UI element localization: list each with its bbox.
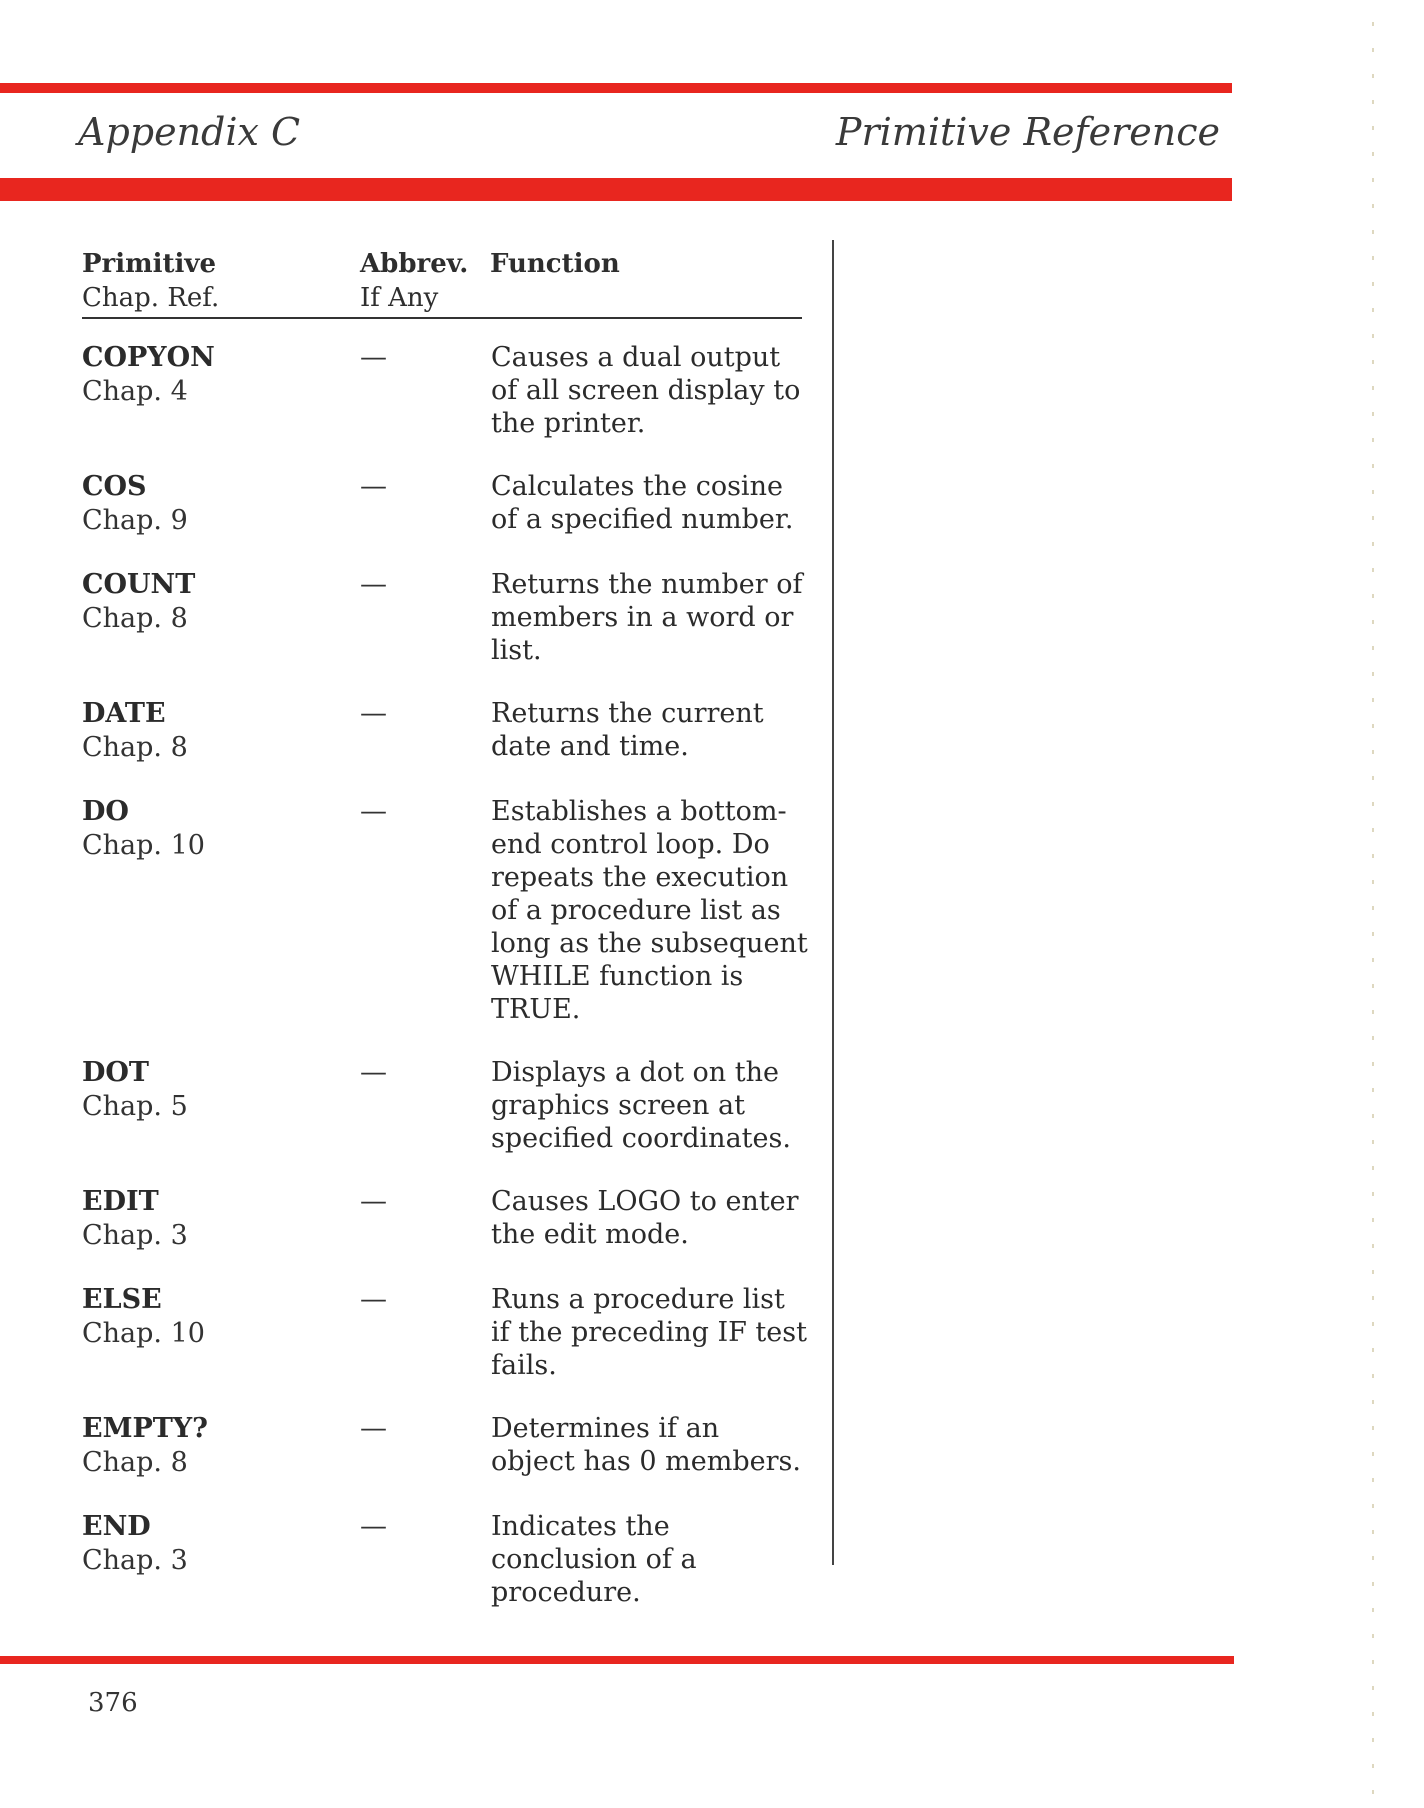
table-row [82,1412,802,1480]
function-cell: Displays a dot on the graphics screen at specified coordinates. [491,1057,791,1154]
chapter-ref: Chap. 8 [82,1447,188,1478]
abbrev-cell: — [360,698,387,729]
function-cell: Calculates the cosine of a specified number. [491,471,794,535]
abbrev-cell: — [360,1511,387,1542]
primitive-cell [82,1283,342,1351]
chapter-ref: Chap. 3 [82,1220,188,1251]
abbrev-cell: — [360,471,387,502]
chapter-ref: Chap. 5 [82,1091,188,1122]
primitive-table [82,247,808,1639]
primitive-cell [82,470,342,538]
function-cell: Determines if an object has 0 members. [491,1413,801,1477]
primitive-name: DO [82,796,129,827]
function-cell: Causes a dual output of all screen display to the printer. [491,342,801,439]
primitive-name: DOT [82,1057,150,1088]
abbrev-cell: — [360,1186,387,1217]
table-row [82,1283,807,1382]
section-title: Primitive Reference [835,110,1220,154]
footer-red-band [0,1656,1234,1664]
chapter-ref: Chap. 10 [82,830,205,861]
table-row [82,1185,802,1253]
table-row [82,470,802,538]
primitive-name: EMPTY? [82,1413,208,1444]
chapter-ref: Chap. 4 [82,376,188,407]
table-row [82,795,808,1026]
primitive-name: EDIT [82,1186,159,1217]
header-chap-ref: Chap. Ref. [82,283,220,313]
table-row [82,1056,802,1155]
header-abbrev [360,247,468,315]
primitive-cell [82,568,342,636]
primitive-cell [82,1056,342,1124]
abbrev-cell: — [360,1413,387,1444]
chapter-ref: Chap. 3 [82,1545,188,1576]
primitive-name: END [82,1511,151,1542]
primitive-name: DATE [82,698,166,729]
primitive-name: COPYON [82,342,215,373]
abbrev-cell: — [360,796,387,827]
table-row [82,697,802,765]
primitive-cell [82,795,342,863]
abbrev-cell: — [360,1284,387,1315]
primitive-cell [82,1412,342,1480]
chapter-ref: Chap. 8 [82,732,188,763]
table-row [82,341,802,440]
table-body [82,341,808,1609]
header-red-band [0,178,1232,201]
header-primitive [82,247,219,315]
page-edge-marks [1372,0,1374,1808]
table-row [82,1510,802,1609]
header-function-title: Function [490,249,620,279]
function-cell: Establishes a bottom-end control loop. Do repeats the execution of a procedure list as long as the subsequent WHILE function is TRUE. [491,796,808,1025]
header-primitive-title: Primitive [82,249,217,279]
primitive-cell [82,1185,342,1253]
chapter-ref: Chap. 8 [82,603,188,634]
header-function [490,247,620,281]
abbrev-cell: — [360,342,387,373]
primitive-cell [82,341,342,409]
function-cell: Causes LOGO to enter the edit mode. [491,1186,799,1250]
table-row [82,568,802,667]
header-if-any: If Any [360,283,439,313]
primitive-name: ELSE [82,1284,162,1315]
column-divider [832,240,834,1565]
primitive-cell [82,1510,342,1578]
chapter-title: Appendix C [78,110,301,154]
abbrev-cell: — [360,569,387,600]
page-number: 376 [88,1688,138,1718]
chapter-ref: Chap. 10 [82,1318,205,1349]
table-header [82,247,802,319]
primitive-name: COS [82,471,147,502]
function-cell: Returns the current date and time. [491,698,764,762]
top-red-band [0,83,1232,93]
function-cell: Runs a procedure list if the preceding IF test fails. [491,1284,807,1381]
function-cell: Indicates the conclusion of a procedure. [491,1511,697,1608]
header-abbrev-title: Abbrev. [360,249,469,279]
function-cell: Returns the number of members in a word or list. [491,569,803,666]
primitive-name: COUNT [82,569,196,600]
abbrev-cell: — [360,1057,387,1088]
primitive-cell [82,697,342,765]
chapter-ref: Chap. 9 [82,505,188,536]
